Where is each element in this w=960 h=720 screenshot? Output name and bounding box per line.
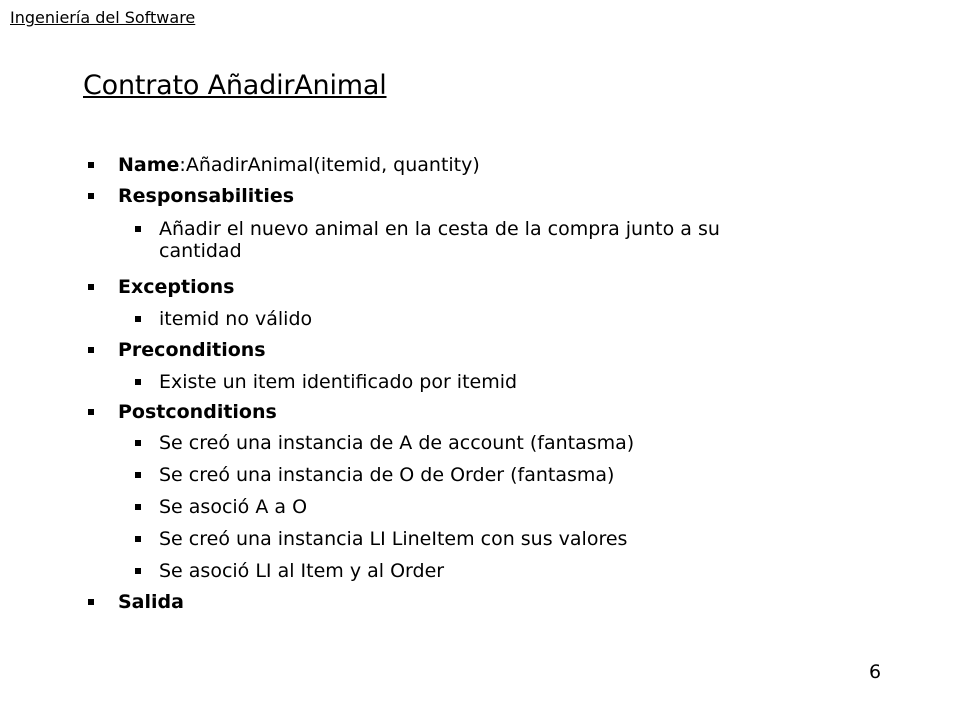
salida-label: Salida bbox=[118, 591, 184, 613]
postconditions-item: Se asoció A a O bbox=[159, 496, 308, 518]
course-header-link[interactable]: Ingeniería del Software bbox=[10, 8, 196, 27]
exceptions-detail bbox=[159, 308, 312, 330]
page-number: 6 bbox=[869, 661, 882, 683]
square-bullet-icon bbox=[135, 568, 141, 574]
square-bullet-icon bbox=[135, 472, 141, 478]
list-item-postconditions bbox=[118, 401, 277, 423]
exceptions-label: Exceptions bbox=[118, 276, 235, 298]
postconditions-item: Se creó una instancia LI LineItem con sus valores bbox=[159, 528, 628, 550]
postconditions-detail bbox=[159, 560, 444, 582]
square-bullet-icon bbox=[88, 284, 94, 290]
slide-title: Contrato AñadirAnimal bbox=[83, 70, 387, 101]
name-label: Name bbox=[118, 154, 180, 176]
responsabilities-line-1: Añadir el nuevo animal en la cesta de la compra junto a su bbox=[159, 218, 720, 240]
square-bullet-icon bbox=[135, 316, 141, 322]
responsabilities-label: Responsabilities bbox=[118, 185, 295, 207]
postconditions-label: Postconditions bbox=[118, 401, 277, 423]
postconditions-detail bbox=[159, 432, 634, 454]
list-item-exceptions bbox=[118, 276, 234, 298]
list-item-name bbox=[118, 154, 480, 176]
square-bullet-icon bbox=[135, 440, 141, 446]
square-bullet-icon bbox=[135, 379, 141, 385]
postconditions-detail bbox=[159, 496, 307, 518]
square-bullet-icon bbox=[135, 226, 141, 232]
postconditions-item: Se creó una instancia de O de Order (fantasma) bbox=[159, 464, 615, 486]
square-bullet-icon bbox=[88, 347, 94, 353]
square-bullet-icon bbox=[88, 409, 94, 415]
name-value: :AñadirAnimal(itemid, quantity) bbox=[179, 154, 480, 176]
square-bullet-icon bbox=[88, 193, 94, 199]
postconditions-detail bbox=[159, 528, 627, 550]
list-item-salida bbox=[118, 591, 184, 613]
responsabilities-detail bbox=[159, 218, 720, 262]
preconditions-detail bbox=[159, 371, 517, 393]
square-bullet-icon bbox=[135, 504, 141, 510]
preconditions-item: Existe un item identificado por itemid bbox=[159, 371, 518, 393]
square-bullet-icon bbox=[88, 162, 94, 168]
postconditions-detail bbox=[159, 464, 614, 486]
postconditions-item: Se creó una instancia de A de account (fantasma) bbox=[159, 432, 635, 454]
preconditions-label: Preconditions bbox=[118, 339, 266, 361]
exceptions-item: itemid no válido bbox=[159, 308, 313, 330]
square-bullet-icon bbox=[135, 536, 141, 542]
list-item-preconditions bbox=[118, 339, 266, 361]
square-bullet-icon bbox=[88, 599, 94, 605]
postconditions-item: Se asoció LI al Item y al Order bbox=[159, 560, 445, 582]
list-item-responsabilities bbox=[118, 185, 294, 207]
responsabilities-line-2: cantidad bbox=[159, 240, 242, 262]
